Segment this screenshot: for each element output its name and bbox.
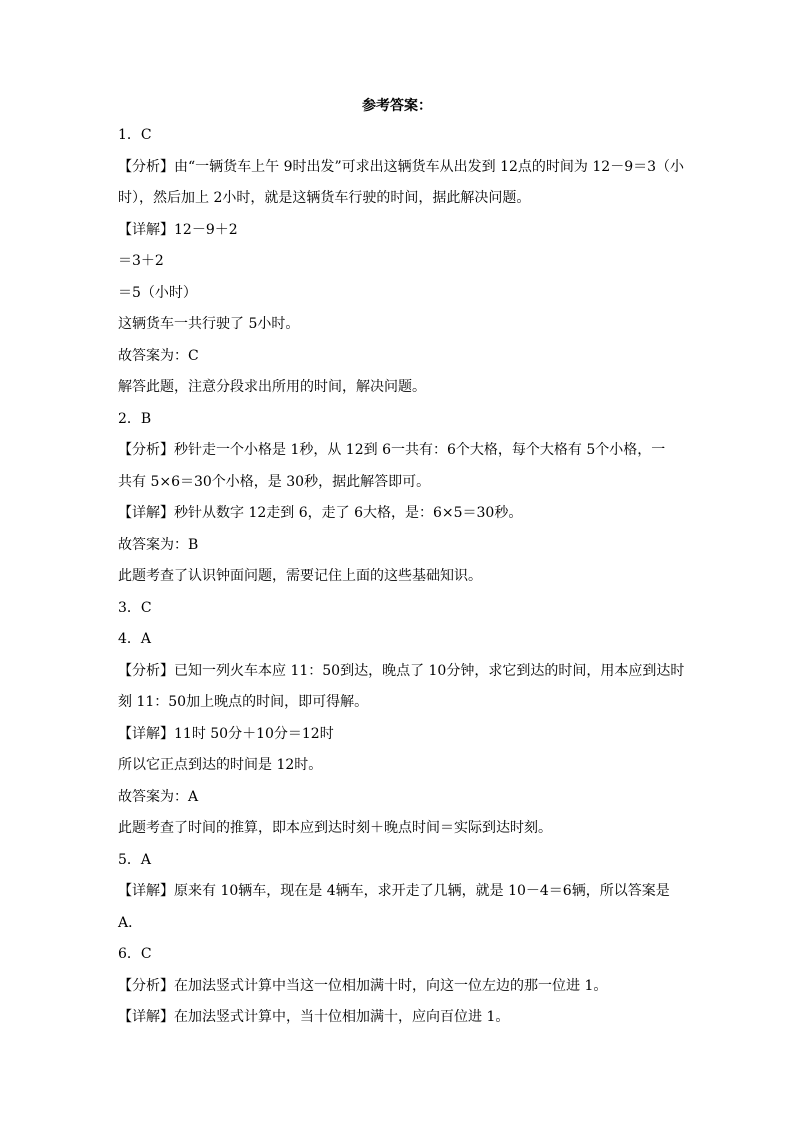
line-22: 故答案为：A	[118, 788, 199, 805]
line-16: 3．C	[118, 599, 152, 616]
line-6: ＝5（小时）	[118, 284, 197, 301]
line-23: 此题考查了时间的推算，即本应到达时刻＋晚点时间＝实际到达时刻。	[118, 820, 552, 836]
line-3: 时），然后加上 2小时，就是这辆货车行驶的时间，据此解决问题。	[118, 190, 531, 206]
line-18: 【分析】已知一列火车本应 11：50到达，晚点了 10分钟，求它到达的时间，用本应到达时	[118, 662, 685, 679]
line-10: 2．B	[118, 410, 152, 427]
line-27: 6．C	[118, 946, 152, 962]
line-4: 【详解】12－9＋2	[118, 221, 238, 238]
answer-key-title: 参考答案：	[362, 98, 432, 114]
line-13: 【详解】秒针从数字 12走到 6，走了 6大格，是：6×5＝30秒。	[118, 505, 523, 521]
line-26: A．	[118, 914, 143, 931]
line-17: 4．A	[118, 631, 152, 647]
line-7: 这辆货车一共行驶了 5小时。	[118, 316, 300, 332]
line-24: 5．A	[118, 851, 152, 868]
line-15: 此题考查了认识钟面问题，需要记住上面的这些基础知识。	[118, 568, 482, 584]
line-21: 所以它正点到达的时间是 12时。	[118, 757, 323, 773]
line-1: 1．C	[118, 127, 152, 143]
line-8: 故答案为：C	[118, 347, 199, 364]
line-14: 故答案为：B	[118, 536, 199, 553]
line-11: 【分析】秒针走一个小格是 1秒，从 12到 6一共有：6个大格，每个大格有 5个小格，一	[118, 442, 666, 458]
answer-body	[118, 120, 685, 1034]
line-9: 解答此题，注意分段求出所用的时间，解决问题。	[118, 379, 426, 395]
line-29: 【详解】在加法竖式计算中，当十位相加满十，应向百位进 1。	[118, 1009, 510, 1025]
line-20: 【详解】11时 50分＋10分＝12时	[118, 725, 334, 742]
line-28: 【分析】在加法竖式计算中当这一位相加满十时，向这一位左边的那一位进 1。	[118, 977, 608, 994]
line-5: ＝3＋2	[118, 253, 164, 269]
line-19: 刻 11：50加上晚点的时间，即可得解。	[118, 694, 369, 710]
line-12: 共有 5×6＝30个小格，是 30秒，据此解答即可。	[118, 473, 431, 490]
line-25: 【详解】原来有 10辆车，现在是 4辆车，求开走了几辆，就是 10－4＝6辆，所以答案是	[118, 883, 670, 899]
line-2: 【分析】由“一辆货车上午 9时出发”可求出这辆货车从出发到 12点的时间为 12－9＝3（小	[118, 158, 685, 175]
